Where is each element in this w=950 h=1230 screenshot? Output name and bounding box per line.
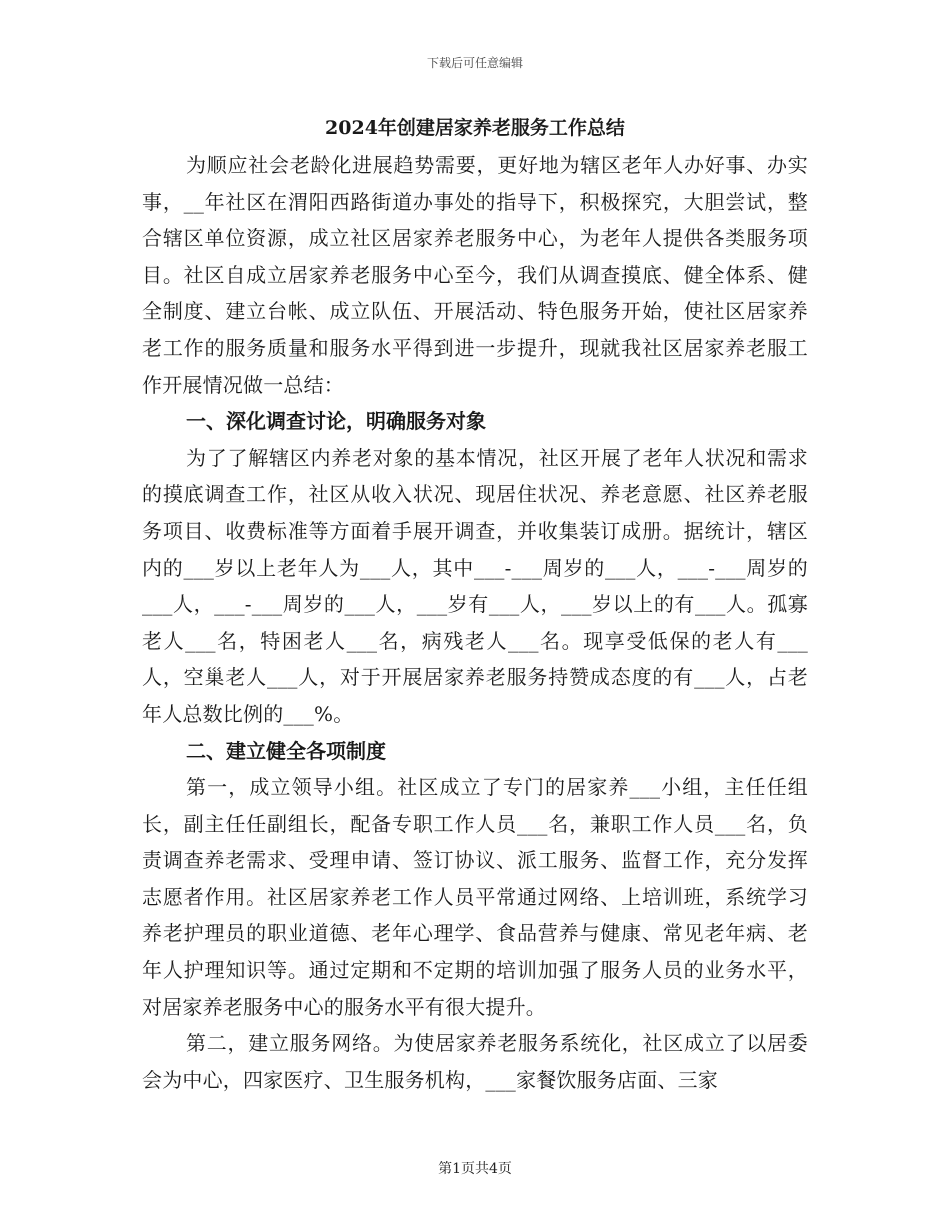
section-heading-survey: 一、深化调查讨论，明确服务对象	[186, 409, 486, 434]
header-note: 下载后可任意编辑	[426, 56, 523, 70]
section-heading-systems: 二、建立健全各项制度	[186, 738, 386, 763]
document-body	[142, 110, 808, 1098]
survey-paragraph: 为了了解辖区内养老对象的基本情况，社区开展了老年人状况和需求的摸底调查工作，社区从收入状况、现居住状况、养老意愿、社区养老服务项目、收费标准等方面着手展开调查，并收集装订成册。据统计，辖区内的___岁以上老年人为___人，其中___-___周岁的___人，___-___周岁的___人，___-___周岁的___人，___岁有___人，___岁以上的有___人。孤寡老人___名，特困老人___名，病残老人___名。现享受低保的老人有___人，空巢老人___人，对于开展居家养老服务持赞成态度的有___人，占老年人总数比例的___%。	[142, 445, 808, 726]
page-footer: 第1页共4页	[438, 1161, 512, 1177]
leadership-paragraph: 第一，成立领导小组。社区成立了专门的居家养___小组，主任任组长，副主任任副组长，配备专职工作人员___名，兼职工作人员___名，负责调查养老需求、受理申请、签订协议、派工服务、监督工作，充分发挥志愿者作用。社区居家养老工作人员平常通过网络、上培训班，系统学习养老护理员的职业道德、老年心理学、食品营养与健康、常见老年病、老年人护理知识等。通过定期和不定期的培训加强了服务人员的业务水平，对居家养老服务中心的服务水平有很大提升。	[142, 775, 808, 1019]
network-paragraph: 第二，建立服务网络。为使居家养老服务系统化，社区成立了以居委会为中心，四家医疗、卫生服务机构，___家餐饮服务店面、三家	[142, 1031, 808, 1092]
intro-paragraph: 为顺应社会老龄化进展趋势需要，更好地为辖区老年人办好事、办实事，__年社区在渭阳西路街道办事处的指导下，积极探究，大胆尝试，整合辖区单位资源，成立社区居家养老服务中心，为老年人提供各类服务项目。社区自成立居家养老服务中心至今，我们从调查摸底、健全体系、健全制度、建立台帐、成立队伍、开展活动、特色服务开始，使社区居家养老工作的服务质量和服务水平得到进一步提升，现就我社区居家养老服工作开展情况做一总结：	[142, 153, 808, 397]
document-title: 2024年创建居家养老服务工作总结	[325, 117, 625, 139]
